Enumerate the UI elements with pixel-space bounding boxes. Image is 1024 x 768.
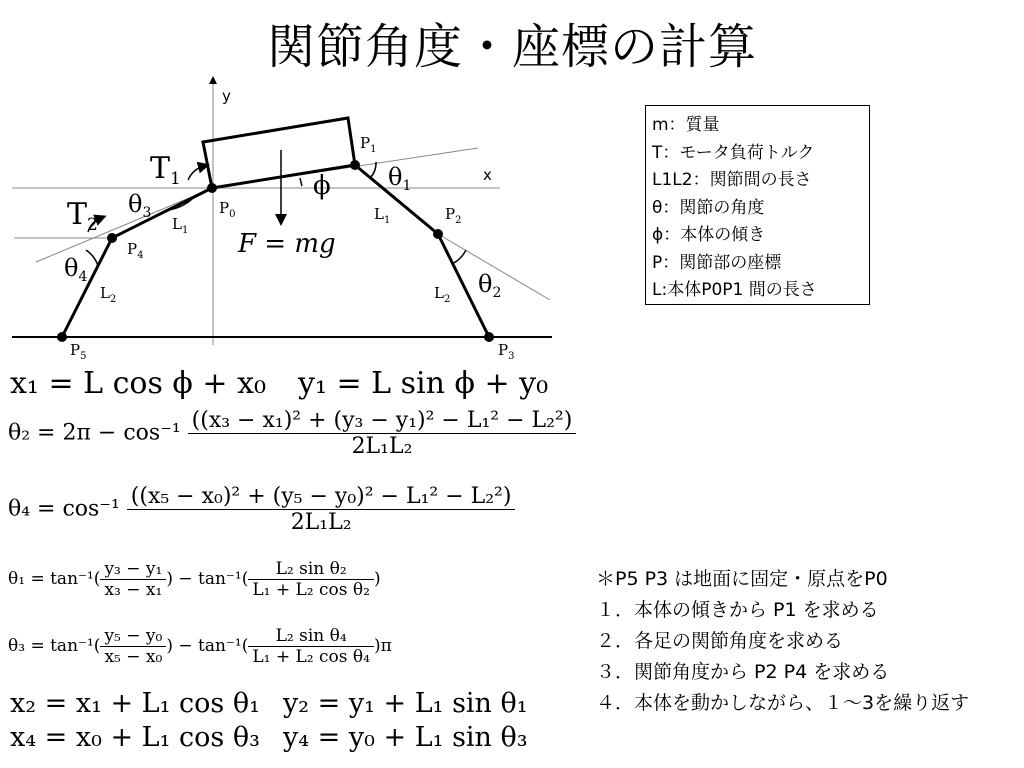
torque-t2-label: $T_2$ bbox=[67, 197, 98, 235]
torque-t1-label: $T_1$ bbox=[150, 151, 181, 189]
procedure-step-3: ３．関節角度から P2 P4 を求める bbox=[596, 661, 890, 683]
p3-label: $P_3$ bbox=[498, 341, 515, 362]
legend-item-mass: m：質量 bbox=[652, 115, 720, 135]
joint-p0 bbox=[207, 183, 217, 193]
equation-theta1-end: ) bbox=[373, 569, 381, 589]
equation-theta3-end: )π bbox=[373, 636, 392, 656]
legend-item-link-length: L1L2：関節間の長さ bbox=[652, 170, 812, 190]
page-title: 関節角度・座標の計算 bbox=[266, 19, 757, 75]
equation-theta3-mid: ) − tan⁻¹( bbox=[166, 636, 249, 656]
l2-left-label: $L_2$ bbox=[100, 284, 117, 305]
legend-box bbox=[645, 105, 870, 305]
equation-theta1-f2-numerator: L₂ sin θ₂ bbox=[248, 559, 374, 580]
equation-theta2-lhs: θ₂ = 2π − cos⁻¹ bbox=[8, 420, 181, 446]
equation-theta1-fraction-1 bbox=[100, 559, 166, 600]
equation-theta1-f2-denominator: L₁ + L₂ cos θ₂ bbox=[252, 580, 370, 600]
angle-arc-theta4 bbox=[86, 250, 98, 266]
procedure-step-2: ２．各足の関節角度を求める bbox=[596, 630, 844, 652]
leg-segment-p0-p4 bbox=[112, 188, 212, 238]
p4-label: $P_4$ bbox=[127, 240, 144, 261]
joint-p3 bbox=[484, 332, 494, 342]
angle-arc-phi bbox=[300, 178, 302, 186]
equation-theta4-numerator: ((x₅ − x₀)² + (y₅ − y₀)² − L₁² − L₂²) bbox=[127, 484, 516, 510]
equation-theta3-f2-numerator: L₂ sin θ₄ bbox=[248, 626, 374, 647]
equation-theta2 bbox=[8, 408, 576, 459]
equation-theta1 bbox=[8, 559, 381, 600]
l1-right-label: $L_1$ bbox=[374, 205, 391, 226]
joint-p1 bbox=[350, 160, 360, 170]
equation-x4: x₄ = x₀ + L₁ cos θ₃ bbox=[10, 722, 260, 753]
theta1-label: $\theta_1$ bbox=[388, 163, 412, 194]
equation-y1: y₁ = L sin ϕ + y₀ bbox=[298, 366, 549, 401]
equation-theta3-fraction-1 bbox=[100, 626, 166, 667]
phi-label: ϕ bbox=[313, 171, 331, 201]
procedure-step-1: １．本体の傾きから P1 を求める bbox=[596, 599, 879, 621]
equation-x1: x₁ = L cos ϕ + x₀ bbox=[10, 366, 267, 401]
legend-item-joint-coord: P：関節部の座標 bbox=[652, 252, 782, 273]
equation-theta4-lhs: θ₄ = cos⁻¹ bbox=[8, 496, 120, 522]
equation-theta4 bbox=[8, 484, 515, 535]
p2-label: $P_2$ bbox=[445, 205, 462, 226]
procedure-step-4: ４．本体を動かしながら、１～3を繰り返す bbox=[596, 692, 970, 714]
equation-theta3-f1-numerator: y₅ − y₀ bbox=[100, 626, 166, 647]
equation-theta1-fraction-2 bbox=[248, 559, 374, 600]
equation-theta2-numerator: ((x₃ − x₁)² + (y₃ − y₁)² − L₁² − L₂²) bbox=[188, 408, 577, 434]
equation-theta3 bbox=[8, 626, 392, 667]
equation-theta2-denominator: 2L₁L₂ bbox=[351, 434, 413, 459]
joint-p4 bbox=[107, 233, 117, 243]
equation-x2: x₂ = x₁ + L₁ cos θ₁ bbox=[10, 688, 260, 719]
theta3-label: $\theta_3$ bbox=[128, 190, 152, 221]
legend-item-body-tilt: ϕ：本体の傾き bbox=[652, 225, 766, 245]
l1-left-label: $L_1$ bbox=[172, 215, 189, 236]
y-axis-label: y bbox=[222, 87, 231, 105]
equation-theta3-lhs: θ₃ = tan⁻¹( bbox=[8, 636, 101, 656]
p1-label: $P_1$ bbox=[360, 134, 377, 155]
equation-theta3-fraction-2 bbox=[248, 626, 374, 667]
equation-theta2-fraction bbox=[188, 408, 577, 459]
joint-p2 bbox=[433, 229, 443, 239]
equation-theta1-lhs: θ₁ = tan⁻¹( bbox=[8, 569, 101, 589]
legend-item-torque: T：モータ負荷トルク bbox=[652, 142, 815, 163]
procedure-steps bbox=[596, 564, 1006, 719]
torque-arc-t1 bbox=[188, 166, 204, 180]
equation-theta4-fraction bbox=[127, 484, 516, 535]
p0-label: $P_0$ bbox=[219, 199, 236, 220]
legend-item-body-length: L:本体P0P1 間の長さ bbox=[652, 280, 817, 300]
equation-y4: y₄ = y₀ + L₁ sin θ₃ bbox=[283, 722, 528, 753]
l2-right-label: $L_2$ bbox=[434, 284, 451, 305]
angle-arc-theta2 bbox=[452, 250, 466, 264]
equation-theta1-f1-denominator: x₃ − x₁ bbox=[104, 580, 163, 600]
equation-theta3-f2-denominator: L₁ + L₂ cos θ₄ bbox=[252, 647, 370, 667]
equation-y2: y₂ = y₁ + L₁ sin θ₁ bbox=[283, 688, 528, 719]
legend-item-joint-angle: θ：関節の角度 bbox=[652, 197, 765, 218]
p5-label: $P_5$ bbox=[70, 341, 87, 362]
equation-theta4-denominator: 2L₁L₂ bbox=[290, 510, 352, 535]
procedure-note: ＊P5 P3 は地面に固定・原点をP0 bbox=[596, 568, 888, 590]
robot-body bbox=[203, 118, 355, 188]
theta2-label: $\theta_2$ bbox=[478, 270, 502, 301]
equation-theta3-f1-denominator: x₅ − x₀ bbox=[104, 647, 163, 667]
equation-theta1-f1-numerator: y₃ − y₁ bbox=[100, 559, 166, 580]
x-axis-label: x bbox=[483, 166, 492, 184]
theta4-label: $\theta_4$ bbox=[64, 254, 88, 285]
force-label: F = mg bbox=[238, 229, 336, 259]
joint-p5 bbox=[57, 332, 67, 342]
equation-theta1-mid: ) − tan⁻¹( bbox=[166, 569, 249, 589]
